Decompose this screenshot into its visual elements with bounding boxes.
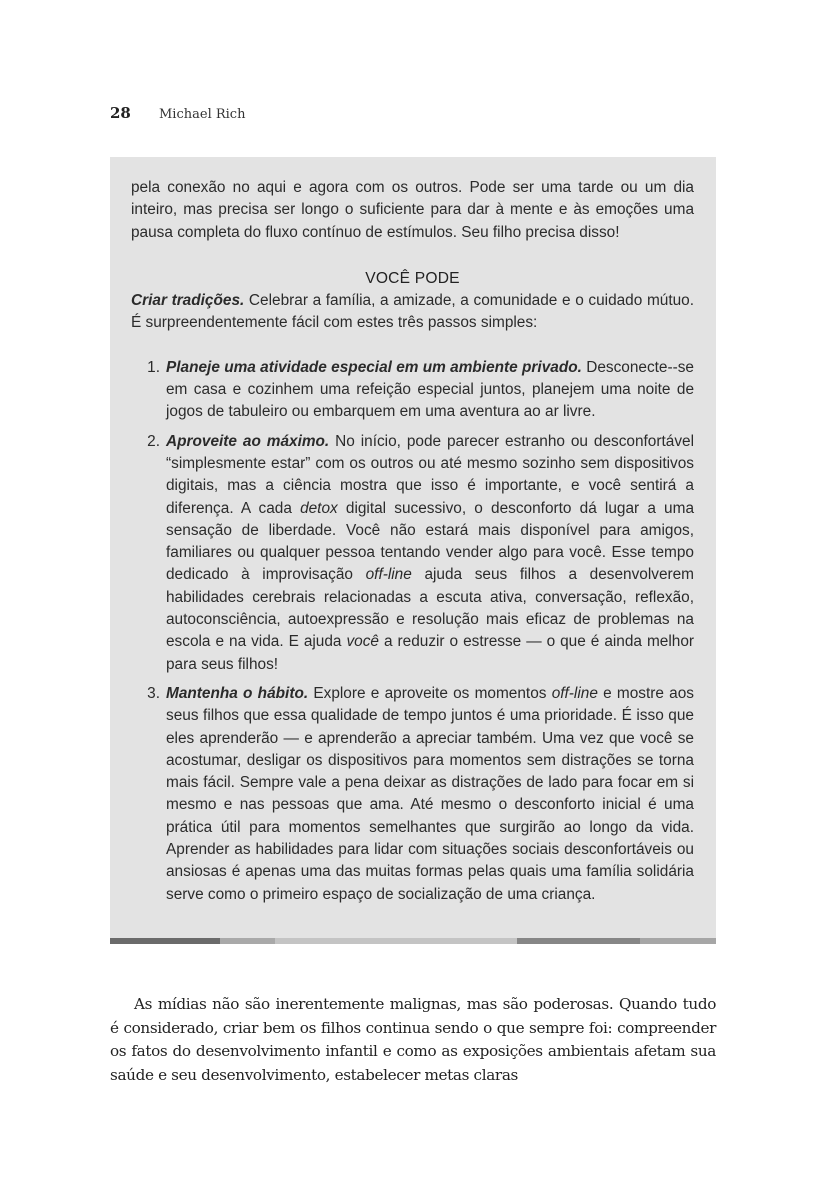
step-text: digital sucessivo, o desconforto dá lugar a uma sensação de liberdade. Você não estará mais disponível para amigos, familiares ou qualquer pessoa tentando vender algo para você. Esse tempo dedicado à improvisação bbox=[166, 499, 694, 584]
step-text-italic: off-line bbox=[365, 566, 412, 584]
step-item bbox=[131, 683, 694, 906]
box-intro-paragraph: pela conexão no aqui e agora com os outros. Pode ser uma tarde ou um dia inteiro, mas precisa ser longo o suficiente para dar à mente e às emoções uma pausa completa do fluxo contínuo de estímulos. Seu filho precisa disso! bbox=[131, 179, 694, 241]
step-text-italic: você bbox=[346, 633, 379, 651]
step-number: 3. bbox=[147, 684, 160, 702]
step-text-italic: detox bbox=[300, 499, 338, 517]
rule-segment-mid bbox=[220, 938, 275, 944]
step-body bbox=[166, 431, 694, 676]
box-bottom-rule bbox=[110, 938, 716, 944]
step-item bbox=[131, 357, 694, 424]
step-heading: Aproveite ao máximo. bbox=[166, 432, 330, 450]
step-text: e mostre aos seus filhos que essa qualidade de tempo juntos é uma prioridade. É isso que eles aprenderão — e aprenderão a apreciar também. Uma vez que você se acostumar, desligar os dispositivos para momentos sem distrações se torna mais fácil. Sempre vale a pena deixar as distrações de lado para focar em si mesmo e nas pessoas que ama. Até mesmo o desconforto inicial é uma prática útil para momentos semelhantes que surgirão ao longo da vida. Aprender as habilidades para lidar com situações sociais desconfortáveis ou ansiosas é apenas uma das muitas formas pelas quais uma família solidária serve como o primeiro espaço de socialização de uma criança. bbox=[166, 684, 694, 903]
body-text bbox=[110, 993, 716, 1087]
step-text: ajuda seus filhos a desenvolverem habilidades cerebrais relacionadas a escuta ativa, conversação, reflexão, autoconsciência, autoexpressão e resolução mais eficaz de problemas na escola e na vida. E ajuda bbox=[166, 566, 695, 651]
step-body bbox=[166, 357, 694, 424]
step-heading: Mantenha o hábito. bbox=[166, 684, 309, 702]
rule-segment-mid-dark bbox=[517, 938, 640, 944]
rule-segment-mid-end bbox=[640, 938, 716, 944]
step-text-italic: off-line bbox=[551, 684, 598, 702]
box-lead-paragraph bbox=[131, 290, 694, 335]
step-body bbox=[166, 683, 694, 906]
page-number: 28 bbox=[110, 104, 131, 122]
body-paragraph: As mídias não são inerentemente malignas, mas são poderosas. Quando tudo é considerado, criar bem os filhos continua sendo o que sempre foi: compreender os fatos do desenvolvimento infantil e como as exposições ambientais afetam sua saúde e seu desenvolvimento, estabelecer metas claras bbox=[110, 995, 716, 1084]
sidebar-box-content bbox=[131, 177, 694, 913]
rule-segment-light bbox=[275, 938, 517, 944]
step-text: Explore e aproveite os momentos bbox=[308, 684, 552, 702]
steps-list bbox=[131, 357, 694, 906]
box-lead-bold: Criar tradições. bbox=[131, 292, 245, 310]
step-item bbox=[131, 431, 694, 676]
running-head bbox=[110, 104, 245, 122]
step-heading: Planeje uma atividade especial em um ambiente privado. bbox=[166, 358, 582, 376]
step-text: No início, pode parecer estranho ou desconfortável “simplesmente estar” com os outros ou até mesmo sozinho sem dispositivos digitais, mas a ciência mostra que isso é importante, e você sentirá a diferença. A cada bbox=[166, 432, 694, 517]
step-number: 2. bbox=[147, 432, 160, 450]
step-number: 1. bbox=[147, 358, 160, 376]
running-head-author: Michael Rich bbox=[159, 107, 246, 122]
rule-segment-dark bbox=[110, 938, 220, 944]
box-lead-text: Celebrar a família, a amizade, a comunidade e o cuidado mútuo. É surpreendentemente fácil com estes três passos simples: bbox=[131, 292, 694, 332]
sidebar-box bbox=[110, 157, 716, 938]
step-text: a reduzir o estresse — o que é ainda melhor para seus filhos! bbox=[166, 633, 694, 673]
step-text: Desconecte--se em casa e cozinhem uma refeição especial juntos, planejem uma noite de jogos de tabuleiro ou embarquem em uma aventura ao ar livre. bbox=[166, 358, 694, 421]
box-title: VOCÊ PODE bbox=[365, 269, 460, 287]
